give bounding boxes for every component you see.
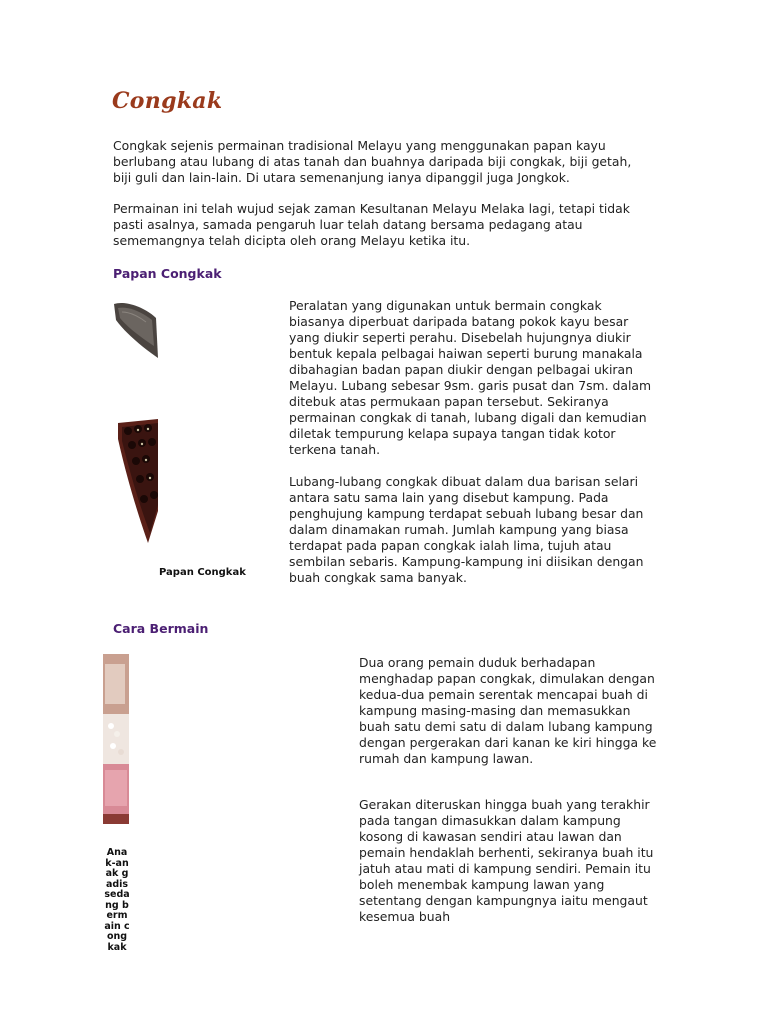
section-heading-papan-congkak: Papan Congkak	[113, 266, 222, 281]
papan-paragraph-2: Lubang-lubang congkak dibuat dalam dua barisan selari antara satu sama lain yang disebut kampung. Pada penghujung kampung terdapat sebuah lubang besar dan dalam dinamakan rumah. Jumlah kampung yang biasa terdapat pada papan congkak ialah lima, tujuh atau sembilan sebaris. Kampung-kampung ini diisikan dengan buah congkak sama banyak.	[289, 474, 644, 585]
cara-paragraph-2: Gerakan diteruskan hingga buah yang terakhir pada tangan dimasukkan dalam kampung kosong di kawasan sendiri atau lawan dan pemain hendaklah berhenti, sekiranya buah itu jatuh atau mati di kampung sendiri. Pemain itu boleh menembak kampung lawan yang setentang dengan kampungnya iaitu mengaut kesemua buah	[359, 797, 654, 924]
congkak-board-image-1	[112, 298, 158, 364]
girls-playing-congkak-photo	[103, 654, 129, 824]
intro-paragraph-2: Permainan ini telah wujud sejak zaman Kesultanan Melayu Melaka lagi, tetapi tidak pasti asalnya, samada pengaruh luar telah datang bersama pedagang atau sememangnya telah dicipta oleh orang Melayu ketika itu.	[113, 201, 630, 248]
papan-congkak-image-caption: Papan Congkak	[159, 567, 246, 578]
congkak-board-image-2	[112, 415, 158, 545]
papan-paragraph-1: Peralatan yang digunakan untuk bermain congkak biasanya diperbuat daripada batang pokok kayu besar yang diukir seperti perahu. Disebelah hujungnya diukir bentuk kepala pelbagai haiwan seperti burung manakala dibahagian badan papan diukir dengan pelbagai ukiran Melayu. Lubang sebesar 9sm. garis pusat dan 7sm. dalam ditebuk atas permukaan papan tersebut. Sekiranya permainan congkak di tanah, lubang digali dan kemudian diletak tempurung kelapa supaya tangan tidak kotor terkena tanah.	[289, 298, 652, 457]
intro-paragraph-1: Congkak sejenis permainan tradisional Melayu yang menggunakan papan kayu berlubang atau lubang di atas tanah dan buahnya daripada biji congkak, biji getah, biji guli dan lain-lain. Di utara semenanjung ianya dipanggil juga Jongkok.	[113, 138, 632, 185]
section-heading-cara-bermain: Cara Bermain	[113, 621, 209, 636]
cara-paragraph-1: Dua orang pemain duduk berhadapan menghadap papan congkak, dimulakan dengan kedua-dua pemain serentak mencapai buah di kampung masing-masing dan memasukkan buah satu demi satu di dalam lubang kampung dengan pergerakan dari kanan ke kiri hingga ke rumah dan kampung lawan.	[359, 655, 657, 766]
page-title: Congkak	[112, 88, 223, 114]
cara-bermain-image-caption: Anak-anak gadis sedang bermain congkak	[104, 847, 130, 953]
